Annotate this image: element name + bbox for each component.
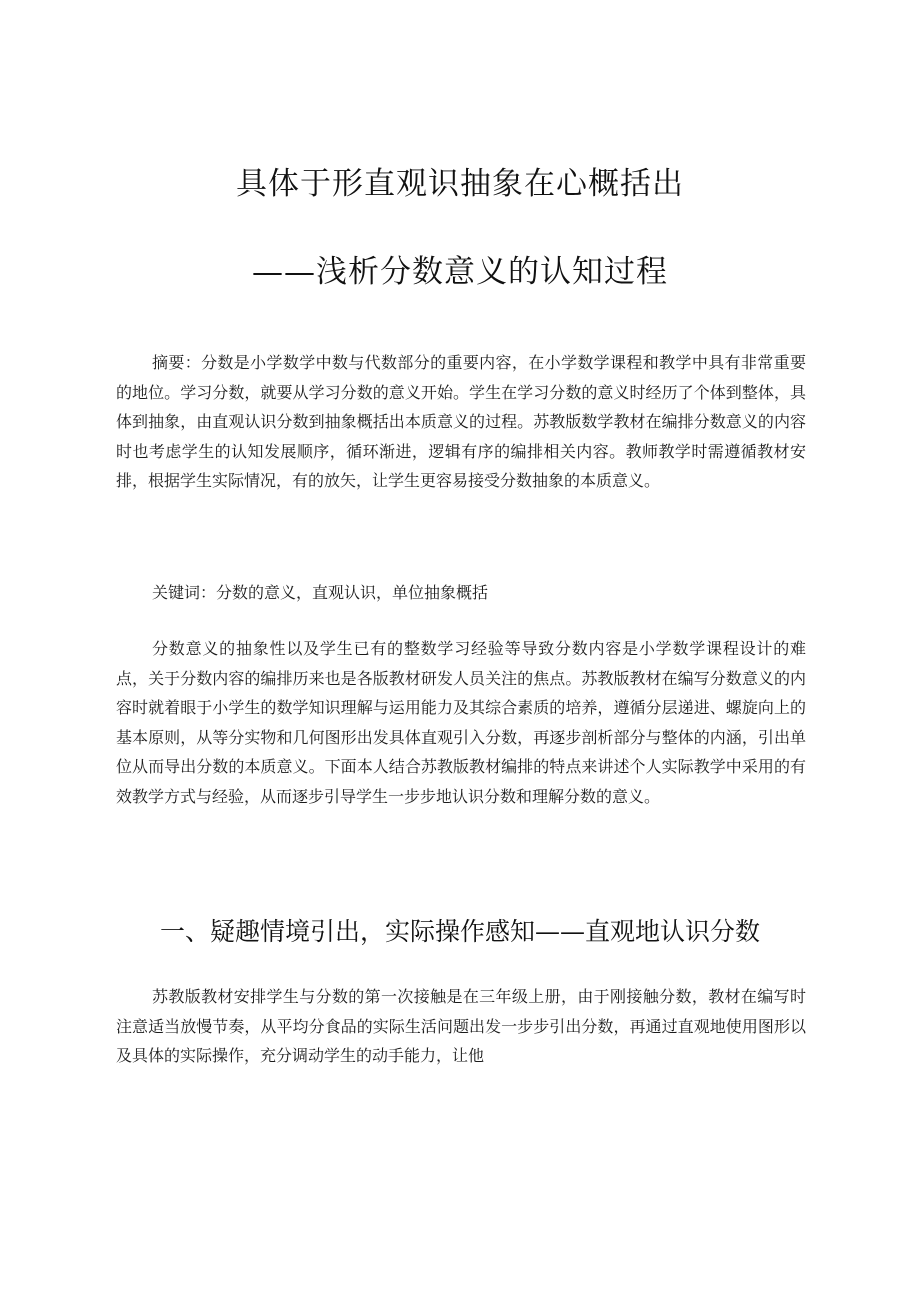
abstract-paragraph: 摘要：分数是小学数学中数与代数部分的重要内容，在小学数学课程和教学中具有非常重要的地位。学习分数，就要从学习分数的意义开始。学生在学习分数的意义时经历了个体到整体，具体到抽象，由直观认识分数到抽象概括出本质意义的过程。苏教版数学教材在编排分数意义的内容时也考虑学生的认知发展顺序，循环渐进，逻辑有序的编排相关内容。教师教学时需遵循教材安排，根据学生实际情况，有的放矢，让学生更容易接受分数抽象的本质意义。 [116,353,806,490]
section-heading: 一、疑趣情境引出，实际操作感知——直观地认识分数 [159,917,760,946]
document-subtitle: ——浅析分数意义的认知过程 [252,254,668,290]
intro-paragraph: 分数意义的抽象性以及学生已有的整数学习经验等导致分数内容是小学数学课程设计的难点，关于分数内容的编排历来也是各版教材研发人员关注的焦点。苏教版教材在编写分数意义的内容时就着眼于小学生的数学知识理解与运用能力及其综合素质的培养，遵循分层递进、螺旋向上的基本原则，从等分实物和几何图形出发具体直观引入分数，再逐步剖析部分与整体的内涵，引出单位从而导出分数的本质意义。下面本人结合苏教版教材编排的特点来讲述个人实际教学中采用的有效教学方式与经验，从而逐步引导学生一步步地认识分数和理解分数的意义。 [116,639,806,806]
section-paragraph: 苏教版教材安排学生与分数的第一次接触是在三年级上册，由于刚接触分数，教材在编写时注意适当放慢节奏，从平均分食品的实际生活问题出发一步步引出分数，再通过直观地使用图形以及具体的实际操作，充分调动学生的动手能力，让他 [116,987,806,1065]
keywords-line: 关键词：分数的意义，直观认识，单位抽象概括 [152,583,489,602]
document-title: 具体于形直观识抽象在心概括出 [236,166,684,202]
